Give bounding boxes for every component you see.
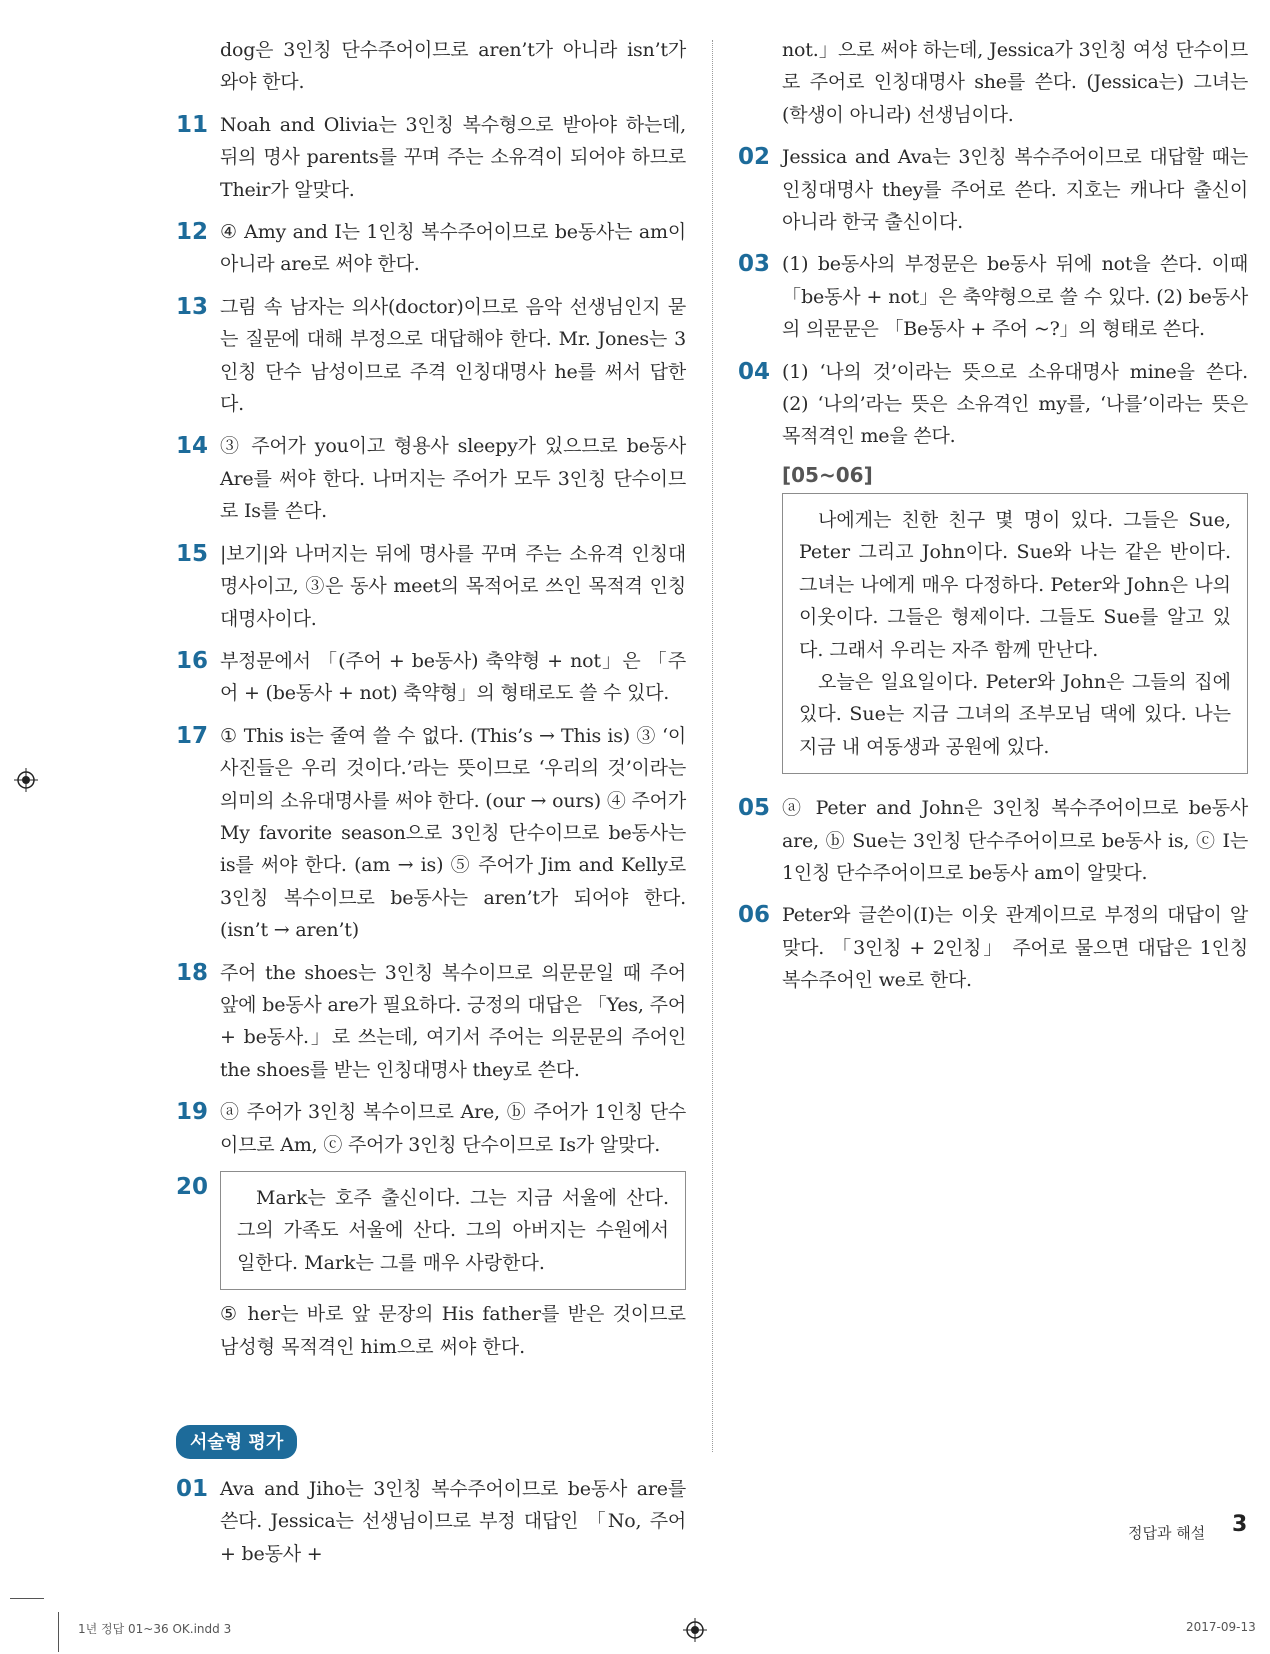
passage-box <box>782 493 1248 774</box>
item-explanation: (1) be동사의 부정문은 be동사 뒤에 not을 쓴다. 이때 「be동사 + not」은 축약형으로 쓸 수 있다. (2) be동사의 의문문은 「Be동사 + 주어 ~?」의 형태로 쓴다. <box>782 253 1248 341</box>
answer-item-20 <box>176 1171 686 1363</box>
print-date: 2017-09-13 <box>1186 1620 1256 1634</box>
item-number: 15 <box>176 540 209 567</box>
trim-mark <box>10 1598 44 1599</box>
page-number: 3 <box>1232 1512 1248 1537</box>
answer-item-15 <box>176 538 686 635</box>
item-explanation: Noah and Olivia는 3인칭 복수형으로 받아야 하는데, 뒤의 명사 parents를 꾸며 주는 소유격이 되어야 하므로 Their가 알맞다. <box>220 113 686 201</box>
answer-item-17 <box>176 720 686 947</box>
item-number: 03 <box>738 251 771 278</box>
left-column <box>176 34 686 1580</box>
item-explanation: 그림 속 남자는 의사(doctor)이므로 음악 선생님인지 묻는 질문에 대해 부정으로 대답해야 한다. Mr. Jones는 3인칭 단수 남성이므로 주격 인칭대명사 he를 써서 답한다. <box>220 295 686 416</box>
item-explanation: Jessica and Ava는 3인칭 복수주어이므로 대답할 때는 인칭대명사 they를 주어로 쓴다. 지호는 캐나다 출신이 아니라 한국 출신이다. <box>782 146 1248 234</box>
right-column <box>738 34 1248 1007</box>
item-number: 12 <box>176 219 209 246</box>
section-label: 서술형 평가 <box>176 1425 297 1459</box>
answer-item-14 <box>176 430 686 527</box>
item-explanation: Ava and Jiho는 3인칭 복수주어이므로 be동사 are를 쓴다. Jessica는 선생님이므로 부정 대답인 「No, 주어 + be동사 + <box>220 1478 686 1565</box>
footer-title: 정답과 해설 <box>1128 1524 1206 1542</box>
item-explanation: ① This is는 줄여 쓸 수 없다. (This’s → This is) ③ ‘이 사진들은 우리 것이다.’라는 뜻이므로 ‘우리의 것’이라는 의미의 소유대명사를 써야 한다. (our → ours) ④ 주어가 My favorite season으로 3인칭 단수이므로 be동사는 is를 써야 한다. (am → is) ⑤ 주어가 Jim and Kelly로 3인칭 복수이므로 be동사는 aren’t가 되어야 한다. (isn’t → aren’t) <box>220 724 686 942</box>
answer-item-12 <box>176 216 686 281</box>
item-number: 05 <box>738 795 771 822</box>
item-number: 18 <box>176 959 209 986</box>
trim-mark <box>58 1612 59 1652</box>
answer-item-06 <box>738 899 1248 996</box>
answer-item-13 <box>176 291 686 421</box>
column-divider <box>712 40 713 1452</box>
continued-paragraph: not.」으로 써야 하는데, Jessica가 3인칭 여성 단수이므로 주어로 인칭대명사 she를 쓴다. (Jessica는) 그녀는 (학생이 아니라) 선생님이다. <box>782 39 1248 126</box>
item-number: 04 <box>738 358 771 385</box>
question-range: [05~06] <box>782 462 873 487</box>
passage-paragraph-1: 나에게는 친한 친구 몇 명이 있다. 그들은 Sue, Peter 그리고 John이다. Sue와 나는 같은 반이다. 그녀는 나에게 매우 다정하다. Peter와 John은 나의 이웃이다. 그들은 형제이다. 그들도 Sue를 알고 있다. 그래서 우리는 자주 함께 만난다. <box>799 508 1231 661</box>
item-number: 02 <box>738 144 771 171</box>
item-explanation: ④ Amy and I는 1인칭 복수주어이므로 be동사는 am이 아니라 are로 써야 한다. <box>220 221 686 276</box>
item-number: 01 <box>176 1476 209 1503</box>
answer-item-11 <box>176 109 686 206</box>
answer-item-19 <box>176 1096 686 1161</box>
registration-mark-icon <box>14 768 38 792</box>
answer-item-05 <box>738 792 1248 889</box>
item-explanation: ③ 주어가 you이고 형용사 sleepy가 있으므로 be동사 Are를 써야 한다. 나머지는 주어가 모두 3인칭 단수이므로 Is를 쓴다. <box>220 435 686 523</box>
item-number: 14 <box>176 433 209 460</box>
item-explanation: ⓐ 주어가 3인칭 복수이므로 Are, ⓑ 주어가 1인칭 단수이므로 Am, ⓒ 주어가 3인칭 단수이므로 Is가 알맞다. <box>220 1101 686 1156</box>
registration-mark-icon <box>683 1618 707 1642</box>
answer-item-01 <box>176 1473 686 1570</box>
print-file-info: 1년 정답 01~36 OK.indd 3 <box>78 1622 232 1636</box>
item-explanation: (1) ‘나의 것’이라는 뜻으로 소유대명사 mine을 쓴다. (2) ‘나의’라는 뜻은 소유격인 my를, ‘나를’이라는 뜻은 목적격인 me을 쓴다. <box>782 360 1248 448</box>
passage-box <box>220 1171 686 1290</box>
answer-item-16 <box>176 645 686 710</box>
passage-text: Mark는 호주 출신이다. 그는 지금 서울에 산다. 그의 가족도 서울에 산다. 그의 아버지는 수원에서 일한다. Mark는 그를 매우 사랑한다. <box>237 1187 669 1274</box>
item-number: 20 <box>176 1174 209 1200</box>
item-explanation: |보기|와 나머지는 뒤에 명사를 꾸며 주는 소유격 인칭대명사이고, ③은 동사 meet의 목적어로 쓰인 목적격 인칭대명사이다. <box>220 542 686 630</box>
item-explanation: 부정문에서 「(주어 + be동사) 축약형 + not」은 「주어 + (be동사 + not) 축약형」의 형태로도 쓸 수 있다. <box>220 649 686 705</box>
item-number: 11 <box>176 111 209 138</box>
item-number: 19 <box>176 1099 209 1126</box>
item-number: 16 <box>176 647 209 674</box>
item-explanation: Peter와 글쓴이(I)는 이웃 관계이므로 부정의 대답이 알맞다. 「3인칭 + 2인칭」 주어로 물으면 대답은 1인칭 복수주어인 we로 한다. <box>782 904 1248 992</box>
item-number: 17 <box>176 722 209 749</box>
answer-item-02 <box>738 141 1248 238</box>
continued-paragraph: dog은 3인칭 단수주어이므로 aren’t가 아니라 isn’t가 와야 한다. <box>220 39 686 94</box>
item-number: 13 <box>176 293 209 320</box>
item-explanation: 주어 the shoes는 3인칭 복수이므로 의문문일 때 주어 앞에 be동사 are가 필요하다. 긍정의 대답은 「Yes, 주어 + be동사.」로 쓰는데, 여기서 주어는 의문문의 주어인 the shoes를 받는 인칭대명사 they로 쓴다. <box>220 961 686 1081</box>
answer-item-18 <box>176 957 686 1087</box>
item-explanation: ⑤ her는 바로 앞 문장의 His father를 받은 것이므로 남성형 목적격인 him으로 써야 한다. <box>220 1303 686 1358</box>
answer-item-04 <box>738 356 1248 453</box>
item-number: 06 <box>738 902 771 929</box>
answer-item-03 <box>738 248 1248 345</box>
item-explanation: ⓐ Peter and John은 3인칭 복수주어이므로 be동사 are, ⓑ Sue는 3인칭 단수주어이므로 be동사 is, ⓒ I는 1인칭 단수주어이므로 be동사 am이 알맞다. <box>782 797 1248 884</box>
passage-paragraph-2: 오늘은 일요일이다. Peter와 John은 그들의 집에 있다. Sue는 지금 그녀의 조부모님 댁에 있다. 나는 지금 내 여동생과 공원에 있다. <box>799 670 1231 758</box>
